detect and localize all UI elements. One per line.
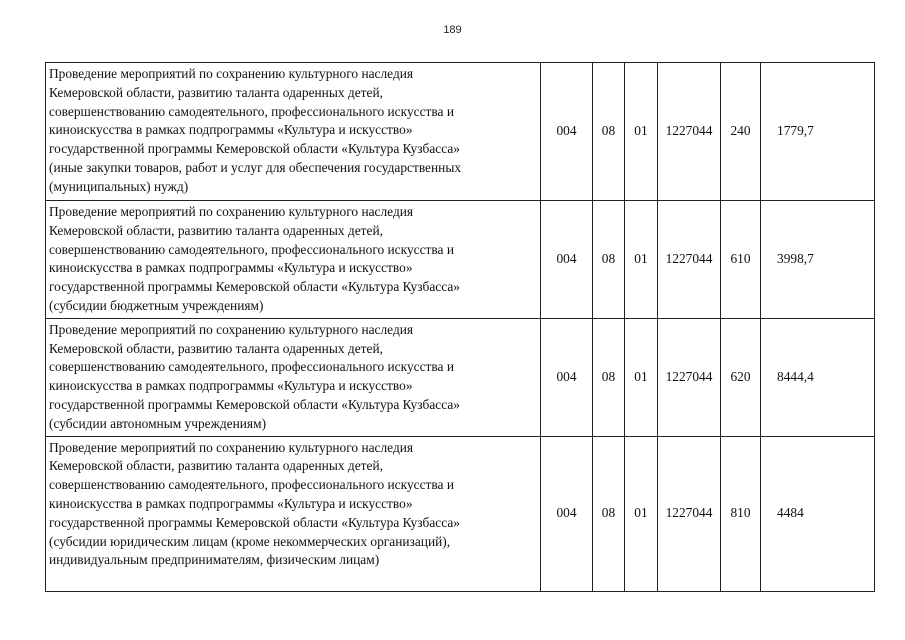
expense-type-code: 620 — [721, 318, 761, 436]
subsection-code: 01 — [625, 318, 658, 436]
section-code: 08 — [593, 436, 625, 591]
table-row — [46, 318, 875, 436]
table-row — [46, 63, 875, 201]
ministry-code: 004 — [541, 63, 593, 201]
amount-value: 1779,7 — [761, 63, 875, 201]
amount-value: 3998,7 — [761, 201, 875, 319]
row-description: Проведение мероприятий по сохранению культурного наследия Кемеровской области, развитию таланта одаренных детей, совершенствованию самодеятельного, профессионального искусства и киноискусства в рамках подпрограммы «Культура и искусство» государственной программы Кемеровской области «Культура Кузбасса» (субсидии юридическим лицам (кроме некоммерческих организаций), индивидуальным предпринимателям, физическим лицам) — [46, 436, 541, 591]
page-number: 189 — [443, 24, 462, 36]
row-description: Проведение мероприятий по сохранению культурного наследия Кемеровской области, развитию таланта одаренных детей, совершенствованию самодеятельного, профессионального искусства и киноискусства в рамках подпрограммы «Культура и искусство» государственной программы Кемеровской области «Культура Кузбасса» (субсидии автономным учреждениям) — [46, 318, 541, 436]
subsection-code: 01 — [625, 63, 658, 201]
table-row — [46, 201, 875, 319]
ministry-code: 004 — [541, 318, 593, 436]
section-code: 08 — [593, 63, 625, 201]
target-article-code: 1227044 — [658, 201, 721, 319]
section-code: 08 — [593, 318, 625, 436]
budget-table — [45, 62, 875, 592]
amount-value: 4484 — [761, 436, 875, 591]
row-description: Проведение мероприятий по сохранению культурного наследия Кемеровской области, развитию таланта одаренных детей, совершенствованию самодеятельного, профессионального искусства и киноискусства в рамках подпрограммы «Культура и искусство» государственной программы Кемеровской области «Культура Кузбасса» (иные закупки товаров, работ и услуг для обеспечения государственных (муниципальных) нужд) — [46, 63, 541, 201]
subsection-code: 01 — [625, 201, 658, 319]
table-row — [46, 436, 875, 591]
ministry-code: 004 — [541, 436, 593, 591]
section-code: 08 — [593, 201, 625, 319]
target-article-code: 1227044 — [658, 436, 721, 591]
expense-type-code: 240 — [721, 63, 761, 201]
row-description: Проведение мероприятий по сохранению культурного наследия Кемеровской области, развитию таланта одаренных детей, совершенствованию самодеятельного, профессионального искусства и киноискусства в рамках подпрограммы «Культура и искусство» государственной программы Кемеровской области «Культура Кузбасса» (субсидии бюджетным учреждениям) — [46, 201, 541, 319]
expense-type-code: 610 — [721, 201, 761, 319]
amount-value: 8444,4 — [761, 318, 875, 436]
expense-type-code: 810 — [721, 436, 761, 591]
ministry-code: 004 — [541, 201, 593, 319]
target-article-code: 1227044 — [658, 63, 721, 201]
subsection-code: 01 — [625, 436, 658, 591]
target-article-code: 1227044 — [658, 318, 721, 436]
